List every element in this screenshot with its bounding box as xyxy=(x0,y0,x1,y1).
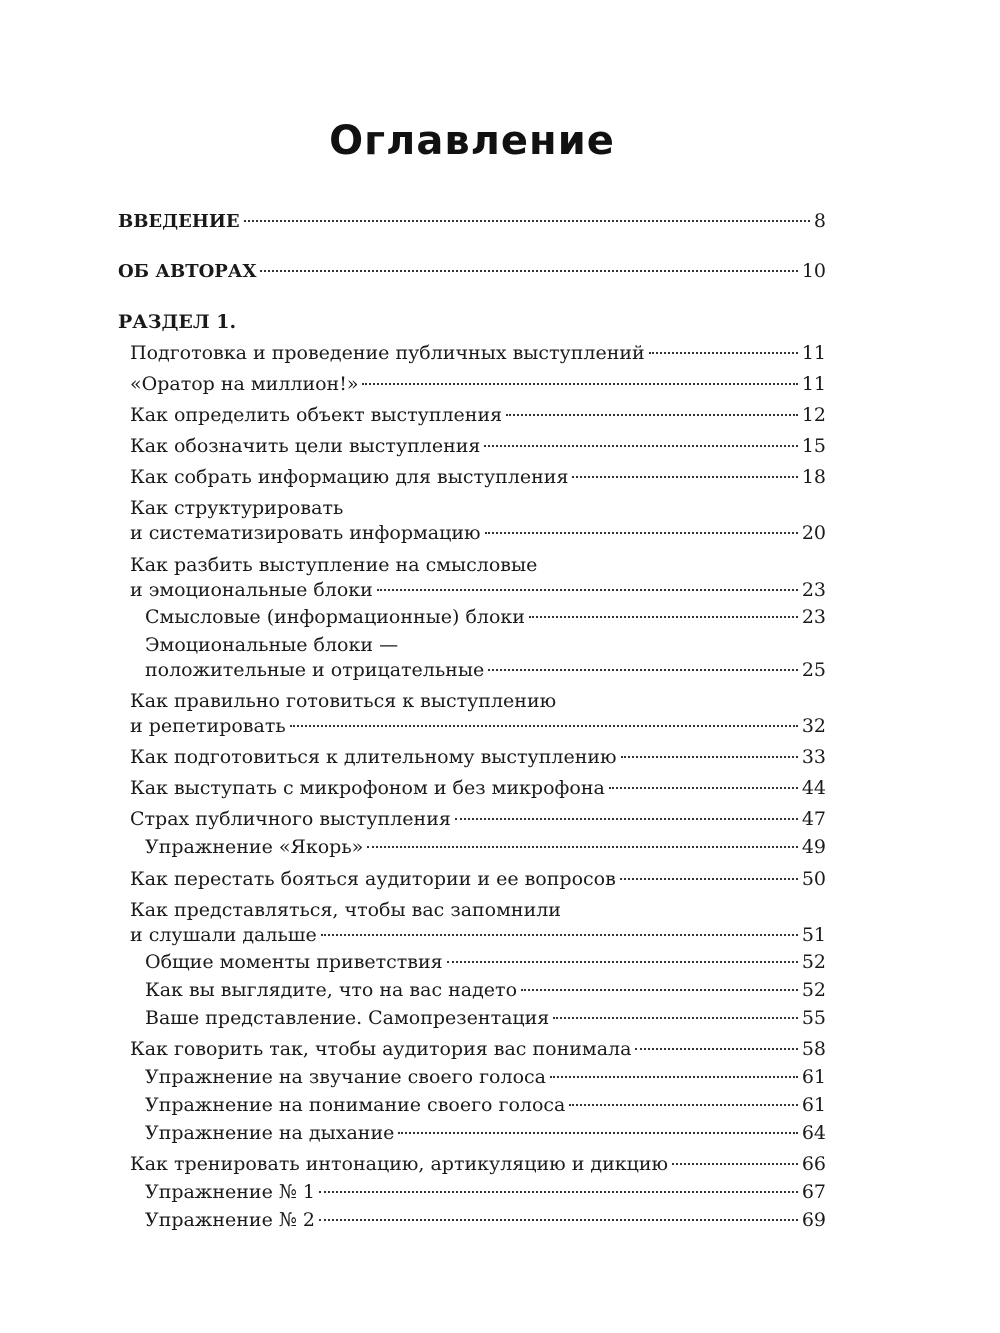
toc-entry-text: Упражнение на дыхание xyxy=(145,1122,395,1144)
leader-dots xyxy=(529,616,798,618)
toc-page-number: 12 xyxy=(801,404,826,426)
leader-dots xyxy=(609,787,798,789)
leader-dots xyxy=(672,1163,798,1165)
toc-entry-text: Подготовка и проведение публичных выступлений xyxy=(130,342,645,364)
toc-page-number: 64 xyxy=(801,1122,826,1144)
leader-dots xyxy=(447,961,798,963)
toc-page-number: 8 xyxy=(813,210,826,232)
leader-dots xyxy=(569,1104,797,1106)
toc-entry-intro[interactable] xyxy=(118,208,826,235)
toc-entry[interactable] xyxy=(130,806,826,832)
toc-page-number: 44 xyxy=(801,777,826,799)
toc-entry-text: ВВЕДЕНИЕ xyxy=(118,211,240,232)
leader-dots xyxy=(319,1191,798,1193)
leader-dots xyxy=(620,878,798,880)
toc-page-number: 11 xyxy=(801,342,826,364)
toc-page-number: 55 xyxy=(801,1007,826,1029)
toc-page-number: 61 xyxy=(801,1066,826,1088)
toc-entry-text-line1: Как структурировать xyxy=(130,497,344,519)
toc-entry[interactable] xyxy=(145,604,826,630)
toc-page-number: 15 xyxy=(801,435,826,457)
toc-entry-text: и систематизировать информацию xyxy=(130,522,481,544)
toc-entry[interactable] xyxy=(145,977,826,1003)
toc-entry-text: Как перестать бояться аудитории и ее вопросов xyxy=(130,868,616,890)
toc-page-number: 18 xyxy=(801,466,826,488)
toc-entry[interactable] xyxy=(145,657,826,683)
toc-entry[interactable] xyxy=(145,1064,826,1090)
toc-entry[interactable] xyxy=(130,713,826,739)
leader-dots xyxy=(553,1017,798,1019)
toc-entry-text: Как выступать с микрофоном и без микрофона xyxy=(130,777,605,799)
toc-entry[interactable] xyxy=(130,340,826,366)
toc-page-number: 23 xyxy=(801,579,826,601)
toc-entry[interactable] xyxy=(145,1005,826,1031)
toc-entry-text: Как тренировать интонацию, артикуляцию и дикцию xyxy=(130,1153,669,1175)
leader-dots xyxy=(455,818,798,820)
toc-entry[interactable] xyxy=(145,1092,826,1118)
page-title: Оглавление xyxy=(329,118,615,164)
leader-dots xyxy=(367,846,798,848)
toc-entry[interactable] xyxy=(145,949,826,975)
toc-entry[interactable] xyxy=(130,464,826,490)
toc-page-number: 20 xyxy=(801,522,826,544)
toc-entry-text: положительные и отрицательные xyxy=(145,659,485,681)
leader-dots xyxy=(362,383,797,385)
toc-entry[interactable] xyxy=(130,866,826,892)
toc-entry-text: и репетировать xyxy=(130,715,286,737)
toc-entry[interactable] xyxy=(130,1151,826,1177)
toc-entry-text: Упражнение № 1 xyxy=(145,1181,315,1203)
leader-dots xyxy=(506,414,798,416)
toc-entry-text: Как говорить так, чтобы аудитория вас понимала xyxy=(130,1038,632,1060)
toc-entry-text-line1: Как правильно готовиться к выступлению xyxy=(130,690,557,712)
toc-entry-text-line1: Как разбить выступление на смысловые xyxy=(130,554,538,576)
leader-dots xyxy=(244,220,810,222)
toc-entry[interactable] xyxy=(130,744,826,770)
toc-page-number: 52 xyxy=(801,951,826,973)
toc-page-number: 52 xyxy=(801,979,826,1001)
toc-page-number: 47 xyxy=(801,808,826,830)
toc-page-number: 10 xyxy=(801,260,826,282)
toc-page-number: 69 xyxy=(801,1209,826,1231)
leader-dots xyxy=(377,589,798,591)
toc-page-number: 49 xyxy=(801,836,826,858)
toc-entry-text: Смысловые (информационные) блоки xyxy=(145,606,525,628)
toc-page-number: 25 xyxy=(801,659,826,681)
toc-entry-text: Как подготовиться к длительному выступлению xyxy=(130,746,617,768)
toc-page-number: 51 xyxy=(801,924,826,946)
toc-entry[interactable] xyxy=(130,1036,826,1062)
leader-dots xyxy=(649,352,798,354)
toc-entry-text: Упражнение «Якорь» xyxy=(145,836,364,858)
leader-dots xyxy=(488,669,798,671)
toc-entry-text: Ваше представление. Самопрезентация xyxy=(145,1007,550,1029)
toc-page-number: 11 xyxy=(801,373,826,395)
leader-dots xyxy=(521,989,798,991)
toc-entry[interactable] xyxy=(130,402,826,428)
leader-dots xyxy=(260,270,797,272)
toc-entry[interactable] xyxy=(145,834,826,860)
leader-dots xyxy=(321,934,798,936)
toc-page-number: 61 xyxy=(801,1094,826,1116)
leader-dots xyxy=(485,532,798,534)
leader-dots xyxy=(621,756,798,758)
toc-entry[interactable] xyxy=(130,922,826,948)
toc-entry-text: ОБ АВТОРАХ xyxy=(118,261,257,282)
toc-entry-text: и эмоциональные блоки xyxy=(130,579,373,601)
toc-entry-text: Упражнение № 2 xyxy=(145,1209,315,1231)
toc-entry-text: Упражнение на звучание своего голоса xyxy=(145,1066,546,1088)
toc-entry-text: и слушали дальше xyxy=(130,924,317,946)
toc-page-number: 23 xyxy=(801,606,826,628)
toc-entry-authors[interactable] xyxy=(118,258,826,285)
toc-entry-text-line1: Как представляться, чтобы вас запомнили xyxy=(130,899,561,921)
toc-page-number: 67 xyxy=(801,1181,826,1203)
toc-entry[interactable] xyxy=(130,433,826,459)
leader-dots xyxy=(290,725,798,727)
leader-dots xyxy=(572,476,797,478)
toc-entry-text: Как определить объект выступления xyxy=(130,404,503,426)
toc-page-number: 33 xyxy=(801,746,826,768)
toc-entry-text: Как обозначить цели выступления xyxy=(130,435,481,457)
toc-page-number: 50 xyxy=(801,868,826,890)
leader-dots xyxy=(635,1048,797,1050)
toc-entry-text: Общие моменты приветствия xyxy=(145,951,443,973)
toc-entry[interactable] xyxy=(145,1179,826,1205)
toc-entry[interactable] xyxy=(130,520,826,546)
leader-dots xyxy=(319,1219,798,1221)
section-heading: РАЗДЕЛ 1. xyxy=(118,311,237,333)
toc-entry[interactable] xyxy=(145,1207,826,1233)
leader-dots xyxy=(550,1076,798,1078)
toc-page-number: 58 xyxy=(801,1038,826,1060)
toc-page-number: 66 xyxy=(801,1153,826,1175)
leader-dots xyxy=(484,445,797,447)
toc-entry[interactable] xyxy=(145,1120,826,1146)
leader-dots xyxy=(398,1132,797,1134)
toc-entry-text: Как собрать информацию для выступления xyxy=(130,466,569,488)
toc-entry[interactable] xyxy=(130,775,826,801)
toc-entry-text: Страх публичного выступления xyxy=(130,808,451,830)
toc-entry-text: «Оратор на миллион!» xyxy=(130,373,359,395)
toc-entry[interactable] xyxy=(130,577,826,603)
toc-entry[interactable] xyxy=(130,371,826,397)
toc-entry-text: Как вы выглядите, что на вас надето xyxy=(145,979,518,1001)
toc-entry-text: Упражнение на понимание своего голоса xyxy=(145,1094,566,1116)
toc-entry-text-line1: Эмоциональные блоки — xyxy=(145,634,399,656)
toc-page-number: 32 xyxy=(801,715,826,737)
